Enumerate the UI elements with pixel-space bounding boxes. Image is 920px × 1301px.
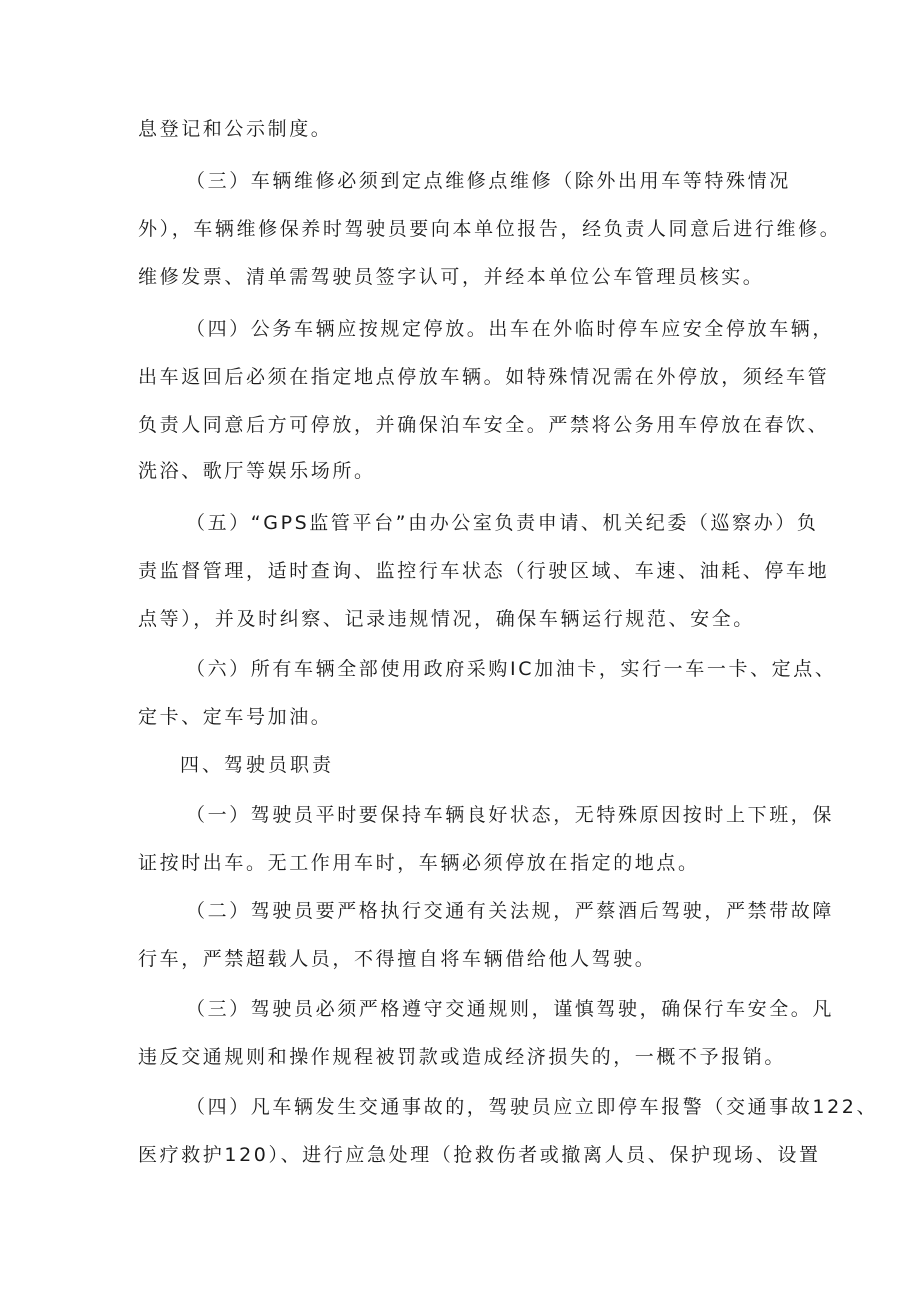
text-line-10: 责监督管理，适时查询、监控行车状态（行驶区域、车速、油耗、停车地 [138,560,830,582]
text-line-3: 外），车辆维修保养时驾驶员要向本单位报告，经负责人同意后进行维修。 [138,218,842,240]
text-line-12: （六）所有车辆全部使用政府采购IC加油卡，实行一车一卡、定点、 [186,658,837,680]
text-line-9: （五）“GPS监管平台”由办公室负责申请、机关纪委（巡察办）负 [186,512,819,534]
text-line-20: 违反交通规则和操作规程被罚款或造成经济损失的，一概不予报销。 [138,1046,787,1068]
text-line-18: 行车，严禁超载人员，不得擅自将车辆借给他人驾驶。 [138,948,657,970]
text-line-7: 负责人同意后方可停放，并确保泊车安全。严禁将公务用车停放在春饮、 [138,414,830,436]
text-line-13: 定卡、定车号加油。 [138,706,333,728]
text-line-4: 维修发票、清单需驾驶员签字认可，并经本单位公车管理员核实。 [138,266,765,288]
text-line-16: 证按时出车。无工作用车时，车辆必须停放在指定的地点。 [138,852,700,874]
text-line-1: 息登记和公示制度。 [138,118,333,140]
text-line-8: 洗浴、歌厅等娱乐场所。 [138,460,376,482]
text-line-19: （三）驾驶员必须严格遵守交通规则，谨慎驾驶，确保行车安全。凡 [186,998,835,1020]
text-line-15: （一）驾驶员平时要保持车辆良好状态，无特殊原因按时上下班，保 [186,804,835,826]
text-line-22: 医疗救护120）、进行应急处理（抢救伤者或撤离人员、保护现场、设置 [138,1144,821,1166]
text-line-2: （三）车辆维修必须到定点维修点维修（除外出用车等特殊情况 [186,170,791,192]
text-line-6: 出车返回后必须在指定地点停放车辆。如特殊情况需在外停放，须经车管 [138,366,830,388]
section-heading-driver-duties: 四、驾驶员职责 [180,754,335,776]
text-line-5: （四）公务车辆应按规定停放。出车在外临时停车应安全停放车辆， [186,318,835,340]
text-line-21: （四）凡车辆发生交通事故的，驾驶员应立即停车报警（交通事故122、 [186,1096,879,1118]
text-line-17: （二）驾驶员要严格执行交通有关法规，严蔡酒后驾驶，严禁带故障 [186,900,835,922]
text-line-11: 点等），并及时纠察、记录违规情况，确保车辆运行规范、安全。 [138,608,755,630]
